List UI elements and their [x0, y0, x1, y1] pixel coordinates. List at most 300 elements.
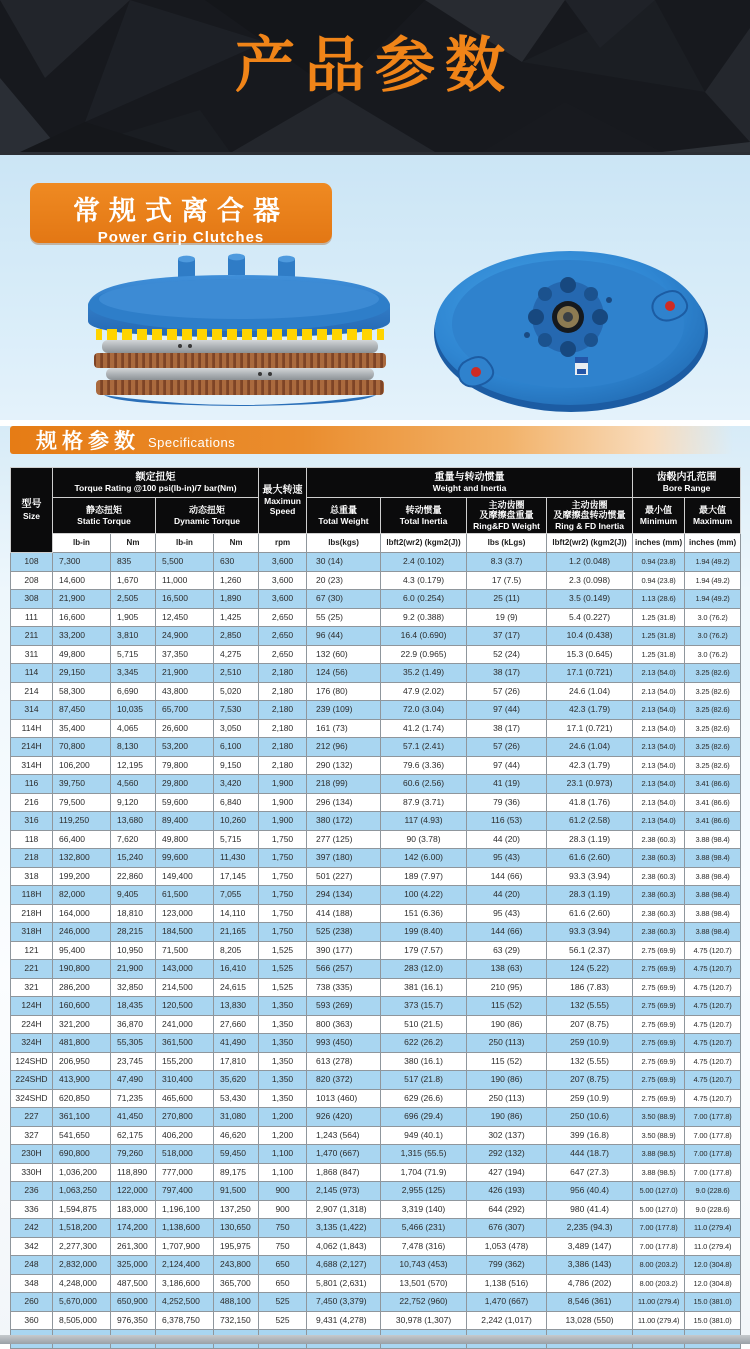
size-cell: 318H [11, 923, 53, 942]
value-cell: 380 (16.1) [381, 1052, 467, 1071]
value-cell: 1,750 [259, 867, 307, 886]
value-cell: 132 (5.55) [547, 1052, 633, 1071]
product-badge [30, 183, 332, 246]
value-cell: 1,100 [259, 1163, 307, 1182]
value-cell: 37,350 [156, 645, 214, 664]
value-cell: 325,000 [111, 1256, 156, 1275]
value-cell: 2.13 (54.0) [633, 775, 685, 794]
value-cell: 1,138,600 [156, 1219, 214, 1238]
value-cell: 2.75 (69.9) [633, 1071, 685, 1090]
value-cell: 2,832,000 [53, 1256, 111, 1275]
value-cell: 690,800 [53, 1145, 111, 1164]
size-cell: 111 [11, 608, 53, 627]
value-cell: 7,530 [214, 701, 259, 720]
size-cell: 360 [11, 1311, 53, 1330]
value-cell: 3,186,600 [156, 1274, 214, 1293]
value-cell: 2,955 (125) [381, 1182, 467, 1201]
value-cell: 17.1 (0.721) [547, 719, 633, 738]
value-cell: 20 (23) [307, 571, 381, 590]
value-cell: 3,420 [214, 775, 259, 794]
value-cell: 797,400 [156, 1182, 214, 1201]
value-cell: 835 [111, 553, 156, 572]
value-cell: 292 (132) [467, 1145, 547, 1164]
value-cell: 2.38 (60.3) [633, 849, 685, 868]
value-cell: 2,650 [259, 608, 307, 627]
table-row [11, 701, 741, 720]
value-cell: 99,600 [156, 849, 214, 868]
value-cell: 1,053 (478) [467, 1237, 547, 1256]
value-cell: 95,400 [53, 941, 111, 960]
value-cell: 487,500 [111, 1274, 156, 1293]
value-cell: 1.94 (49.2) [685, 590, 741, 609]
table-row [11, 1034, 741, 1053]
value-cell: 2.75 (69.9) [633, 978, 685, 997]
col-static-torque-header: 静态扭矩 Static Torque [53, 498, 156, 534]
value-cell: 239 (109) [307, 701, 381, 720]
value-cell: 7,478 (316) [381, 1237, 467, 1256]
value-cell: 61.6 (2.60) [547, 849, 633, 868]
value-cell: 750 [259, 1237, 307, 1256]
value-cell: 4.75 (120.7) [685, 941, 741, 960]
value-cell: 820 (372) [307, 1071, 381, 1090]
value-cell: 5,670,000 [53, 1293, 111, 1312]
value-cell: 2.75 (69.9) [633, 941, 685, 960]
value-cell: 207 (8.75) [547, 1071, 633, 1090]
unit-cell: lb-in [156, 534, 214, 553]
value-cell: 3,600 [259, 571, 307, 590]
value-cell: 87,450 [53, 701, 111, 720]
table-row [11, 904, 741, 923]
value-cell: 2.75 (69.9) [633, 960, 685, 979]
value-cell: 38 (17) [467, 719, 547, 738]
table-row [11, 738, 741, 757]
value-cell: 259 (10.9) [547, 1034, 633, 1053]
spec-title-en: Specifications [148, 434, 236, 450]
value-cell: 243,800 [214, 1256, 259, 1275]
value-cell: 1,905 [111, 608, 156, 627]
value-cell: 1.13 (28.6) [633, 590, 685, 609]
value-cell: 17.1 (0.721) [547, 664, 633, 683]
value-cell: 9.0 (228.6) [685, 1200, 741, 1219]
value-cell: 381 (16.1) [381, 978, 467, 997]
value-cell: 2,180 [259, 719, 307, 738]
table-row [11, 1015, 741, 1034]
size-cell: 330H [11, 1163, 53, 1182]
value-cell: 15,240 [111, 849, 156, 868]
size-cell: 318 [11, 867, 53, 886]
value-cell: 3.25 (82.6) [685, 756, 741, 775]
value-cell: 17,145 [214, 867, 259, 886]
table-row [11, 867, 741, 886]
spec-table-header [11, 468, 741, 553]
value-cell: 1,900 [259, 793, 307, 812]
value-cell: 207 (8.75) [547, 1015, 633, 1034]
size-cell: 208 [11, 571, 53, 590]
value-cell: 53,430 [214, 1089, 259, 1108]
value-cell: 96 (44) [307, 627, 381, 646]
value-cell: 93.3 (3.94) [547, 923, 633, 942]
value-cell: 52 (24) [467, 645, 547, 664]
value-cell: 4,252,500 [156, 1293, 214, 1312]
value-cell: 8,505,000 [53, 1311, 111, 1330]
table-row [11, 1293, 741, 1312]
value-cell: 164,000 [53, 904, 111, 923]
value-cell: 481,800 [53, 1034, 111, 1053]
value-cell: 3.0 (76.2) [685, 608, 741, 627]
table-row [11, 1071, 741, 1090]
size-cell: 224H [11, 1015, 53, 1034]
value-cell: 1,890 [214, 590, 259, 609]
value-cell: 8,130 [111, 738, 156, 757]
value-cell: 212 (96) [307, 738, 381, 757]
value-cell: 3,319 (140) [381, 1200, 467, 1219]
value-cell: 142 (6.00) [381, 849, 467, 868]
size-cell: 348 [11, 1274, 53, 1293]
value-cell: 1,704 (71.9) [381, 1163, 467, 1182]
size-cell: 211 [11, 627, 53, 646]
value-cell: 0.94 (23.8) [633, 553, 685, 572]
value-cell: 89,175 [214, 1163, 259, 1182]
size-cell: 124SHD [11, 1052, 53, 1071]
value-cell: 3.25 (82.6) [685, 701, 741, 720]
value-cell: 3.41 (86.6) [685, 793, 741, 812]
value-cell: 7.00 (177.8) [685, 1145, 741, 1164]
value-cell: 2.13 (54.0) [633, 738, 685, 757]
value-cell: 294 (134) [307, 886, 381, 905]
value-cell: 35,400 [53, 719, 111, 738]
value-cell: 25 (11) [467, 590, 547, 609]
value-cell: 67 (30) [307, 590, 381, 609]
value-cell: 41.8 (1.76) [547, 793, 633, 812]
value-cell: 1.2 (0.048) [547, 553, 633, 572]
value-cell: 2.4 (0.102) [381, 553, 467, 572]
value-cell: 1,315 (55.5) [381, 1145, 467, 1164]
value-cell: 3.88 (98.4) [685, 867, 741, 886]
value-cell: 38 (17) [467, 664, 547, 683]
value-cell: 8.00 (203.2) [633, 1274, 685, 1293]
value-cell: 250 (113) [467, 1089, 547, 1108]
value-cell: 321,200 [53, 1015, 111, 1034]
value-cell: 1,196,100 [156, 1200, 214, 1219]
value-cell: 613 (278) [307, 1052, 381, 1071]
value-cell: 79,500 [53, 793, 111, 812]
value-cell: 2.75 (69.9) [633, 1089, 685, 1108]
value-cell: 1,900 [259, 775, 307, 794]
value-cell: 18,810 [111, 904, 156, 923]
clutch-side-photo [60, 245, 420, 413]
value-cell: 2.38 (60.3) [633, 830, 685, 849]
value-cell: 390 (177) [307, 941, 381, 960]
value-cell: 11.0 (279.4) [685, 1219, 741, 1238]
value-cell: 399 (16.8) [547, 1126, 633, 1145]
value-cell: 15.3 (0.645) [547, 645, 633, 664]
col-speed-header: 最大转速 Maximun Speed [259, 468, 307, 534]
value-cell: 4,062 (1,843) [307, 1237, 381, 1256]
value-cell: 184,500 [156, 923, 214, 942]
value-cell: 3.88 (98.4) [685, 904, 741, 923]
value-cell: 87.9 (3.71) [381, 793, 467, 812]
value-cell: 49,800 [53, 645, 111, 664]
spec-table-body [11, 553, 741, 1349]
value-cell: 79,260 [111, 1145, 156, 1164]
value-cell: 35,620 [214, 1071, 259, 1090]
value-cell: 6,690 [111, 682, 156, 701]
col-dynamic-torque-header: 动态扭矩 Dynamic Torque [156, 498, 259, 534]
value-cell: 21,165 [214, 923, 259, 942]
value-cell: 11.00 (279.4) [633, 1293, 685, 1312]
table-row [11, 960, 741, 979]
value-cell: 8.3 (3.7) [467, 553, 547, 572]
value-cell: 143,000 [156, 960, 214, 979]
value-cell: 525 (238) [307, 923, 381, 942]
value-cell: 644 (292) [467, 1200, 547, 1219]
value-cell: 1,350 [259, 1071, 307, 1090]
value-cell: 179 (7.57) [381, 941, 467, 960]
size-cell: 124H [11, 997, 53, 1016]
value-cell: 42.3 (1.79) [547, 701, 633, 720]
value-cell: 61.2 (2.58) [547, 812, 633, 831]
value-cell: 2.75 (69.9) [633, 1015, 685, 1034]
value-cell: 3.0 (76.2) [685, 645, 741, 664]
value-cell: 414 (188) [307, 904, 381, 923]
value-cell: 3.88 (98.4) [685, 886, 741, 905]
value-cell: 61.6 (2.60) [547, 904, 633, 923]
table-row [11, 645, 741, 664]
value-cell: 2.38 (60.3) [633, 886, 685, 905]
table-row [11, 1163, 741, 1182]
value-cell: 4.75 (120.7) [685, 1034, 741, 1053]
table-row [11, 1182, 741, 1201]
value-cell: 3.50 (88.9) [633, 1126, 685, 1145]
value-cell: 270,800 [156, 1108, 214, 1127]
value-cell: 5,500 [156, 553, 214, 572]
value-cell: 2,505 [111, 590, 156, 609]
value-cell: 676 (307) [467, 1219, 547, 1238]
value-cell: 283 (12.0) [381, 960, 467, 979]
value-cell: 8,205 [214, 941, 259, 960]
value-cell: 71,500 [156, 941, 214, 960]
col-size-header: 型号 Size [11, 468, 53, 553]
value-cell: 90 (3.78) [381, 830, 467, 849]
badge-title-en: Power Grip Clutches [97, 229, 265, 246]
unit-cell: lbs(kgs) [307, 534, 381, 553]
value-cell: 5.00 (127.0) [633, 1182, 685, 1201]
value-cell: 2,242 (1,017) [467, 1311, 547, 1330]
table-row [11, 1089, 741, 1108]
value-cell: 1,350 [259, 1034, 307, 1053]
size-cell: 242 [11, 1219, 53, 1238]
value-cell: 0.94 (23.8) [633, 571, 685, 590]
value-cell: 2.13 (54.0) [633, 664, 685, 683]
value-cell: 33,200 [53, 627, 111, 646]
value-cell: 190 (86) [467, 1015, 547, 1034]
value-cell: 1,350 [259, 1015, 307, 1034]
table-row [11, 1219, 741, 1238]
value-cell: 10,743 (453) [381, 1256, 467, 1275]
size-cell: 236 [11, 1182, 53, 1201]
value-cell: 6.0 (0.254) [381, 590, 467, 609]
size-cell: 327 [11, 1126, 53, 1145]
col-rfd-weight-header: 主动齿圈 及摩擦盘重量 Ring&FD Weight [467, 498, 547, 534]
value-cell: 199,200 [53, 867, 111, 886]
value-cell: 1,868 (847) [307, 1163, 381, 1182]
value-cell: 6,100 [214, 738, 259, 757]
value-cell: 71,235 [111, 1089, 156, 1108]
value-cell: 241,000 [156, 1015, 214, 1034]
value-cell: 900 [259, 1200, 307, 1219]
value-cell: 1,063,250 [53, 1182, 111, 1201]
value-cell: 2,180 [259, 682, 307, 701]
value-cell: 980 (41.4) [547, 1200, 633, 1219]
value-cell: 593 (269) [307, 997, 381, 1016]
value-cell: 4.3 (0.179) [381, 571, 467, 590]
value-cell: 650,900 [111, 1293, 156, 1312]
value-cell: 22,860 [111, 867, 156, 886]
table-row [11, 1256, 741, 1275]
value-cell: 1,138 (516) [467, 1274, 547, 1293]
value-cell: 2,180 [259, 756, 307, 775]
value-cell: 517 (21.8) [381, 1071, 467, 1090]
value-cell: 12,195 [111, 756, 156, 775]
value-cell: 57 (26) [467, 682, 547, 701]
value-cell: 117 (4.93) [381, 812, 467, 831]
value-cell: 444 (18.7) [547, 1145, 633, 1164]
value-cell: 4,560 [111, 775, 156, 794]
table-row [11, 830, 741, 849]
value-cell: 976,350 [111, 1311, 156, 1330]
value-cell: 3,050 [214, 719, 259, 738]
value-cell: 949 (40.1) [381, 1126, 467, 1145]
value-cell: 5,020 [214, 682, 259, 701]
value-cell: 2.13 (54.0) [633, 812, 685, 831]
value-cell: 302 (137) [467, 1126, 547, 1145]
value-cell: 259 (10.9) [547, 1089, 633, 1108]
value-cell: 120,500 [156, 997, 214, 1016]
unit-cell: inches (mm) [633, 534, 685, 553]
value-cell: 118,890 [111, 1163, 156, 1182]
value-cell: 1.25 (31.8) [633, 608, 685, 627]
value-cell: 629 (26.6) [381, 1089, 467, 1108]
col-weight-group-header: 重量与转动惯量 Weight and Inertia [307, 468, 633, 498]
value-cell: 138 (63) [467, 960, 547, 979]
value-cell: 525 [259, 1293, 307, 1312]
value-cell: 13,830 [214, 997, 259, 1016]
value-cell: 1,750 [259, 923, 307, 942]
value-cell: 60.6 (2.56) [381, 775, 467, 794]
value-cell: 6,378,750 [156, 1311, 214, 1330]
size-cell: 114 [11, 664, 53, 683]
value-cell: 43,800 [156, 682, 214, 701]
value-cell: 3.25 (82.6) [685, 682, 741, 701]
size-cell: 218 [11, 849, 53, 868]
value-cell: 9,405 [111, 886, 156, 905]
value-cell: 3,600 [259, 553, 307, 572]
value-cell: 66,400 [53, 830, 111, 849]
value-cell: 29,800 [156, 775, 214, 794]
value-cell: 11,430 [214, 849, 259, 868]
value-cell: 5,801 (2,631) [307, 1274, 381, 1293]
size-cell: 227 [11, 1108, 53, 1127]
value-cell: 95 (43) [467, 849, 547, 868]
value-cell: 518,000 [156, 1145, 214, 1164]
value-cell: 89,400 [156, 812, 214, 831]
value-cell: 61,500 [156, 886, 214, 905]
value-cell: 3.25 (82.6) [685, 719, 741, 738]
table-row [11, 978, 741, 997]
value-cell: 3,489 (147) [547, 1237, 633, 1256]
value-cell: 3.0 (76.2) [685, 627, 741, 646]
table-row [11, 1052, 741, 1071]
size-cell: 248 [11, 1256, 53, 1275]
size-cell: 121 [11, 941, 53, 960]
page-title: 产品参数 [235, 32, 515, 99]
value-cell: 261,300 [111, 1237, 156, 1256]
value-cell: 79,800 [156, 756, 214, 775]
value-cell: 290 (132) [307, 756, 381, 775]
value-cell: 24.6 (1.04) [547, 738, 633, 757]
value-cell: 7.00 (177.8) [685, 1126, 741, 1145]
value-cell: 250 (113) [467, 1034, 547, 1053]
value-cell: 4.75 (120.7) [685, 1089, 741, 1108]
size-cell: 314 [11, 701, 53, 720]
value-cell: 7.00 (177.8) [633, 1237, 685, 1256]
value-cell: 696 (29.4) [381, 1108, 467, 1127]
value-cell: 4.75 (120.7) [685, 997, 741, 1016]
value-cell: 1,750 [259, 904, 307, 923]
value-cell: 1,900 [259, 812, 307, 831]
value-cell: 10,260 [214, 812, 259, 831]
value-cell: 116 (53) [467, 812, 547, 831]
value-cell: 2.3 (0.098) [547, 571, 633, 590]
value-cell: 510 (21.5) [381, 1015, 467, 1034]
value-cell: 176 (80) [307, 682, 381, 701]
value-cell: 49,800 [156, 830, 214, 849]
size-cell: 214 [11, 682, 53, 701]
value-cell: 738 (335) [307, 978, 381, 997]
table-row [11, 941, 741, 960]
spec-section [0, 426, 750, 1344]
value-cell: 800 (363) [307, 1015, 381, 1034]
value-cell: 93.3 (3.94) [547, 867, 633, 886]
value-cell: 7,055 [214, 886, 259, 905]
size-cell: 324H [11, 1034, 53, 1053]
value-cell: 3.25 (82.6) [685, 738, 741, 757]
value-cell: 2.38 (60.3) [633, 904, 685, 923]
value-cell: 106,200 [53, 756, 111, 775]
value-cell: 1,036,200 [53, 1163, 111, 1182]
value-cell: 993 (450) [307, 1034, 381, 1053]
table-row [11, 997, 741, 1016]
value-cell: 149,400 [156, 867, 214, 886]
value-cell: 14,110 [214, 904, 259, 923]
table-row [11, 923, 741, 942]
table-row [11, 590, 741, 609]
value-cell: 24.6 (1.04) [547, 682, 633, 701]
value-cell: 2.38 (60.3) [633, 923, 685, 942]
unit-cell: inches (mm) [685, 534, 741, 553]
value-cell: 5,466 (231) [381, 1219, 467, 1238]
value-cell: 406,200 [156, 1126, 214, 1145]
value-cell: 18,435 [111, 997, 156, 1016]
value-cell: 55,305 [111, 1034, 156, 1053]
value-cell: 365,700 [214, 1274, 259, 1293]
clutch-top-photo [425, 245, 715, 413]
value-cell: 7.00 (177.8) [685, 1108, 741, 1127]
value-cell: 190 (86) [467, 1108, 547, 1127]
value-cell: 95 (43) [467, 904, 547, 923]
value-cell: 1,243 (564) [307, 1126, 381, 1145]
table-row [11, 608, 741, 627]
